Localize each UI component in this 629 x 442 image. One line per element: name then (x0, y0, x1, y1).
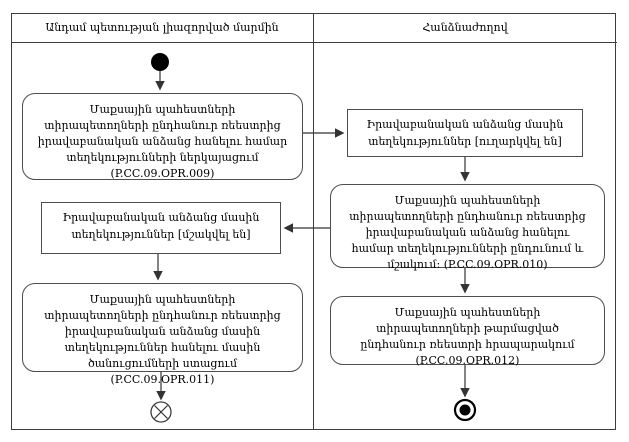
lane-divider (313, 13, 314, 430)
action-node-opr009: Մաքսային պահեստների տիրապետողների ընդհանուր ռեեստրից իրավաբանական անձանց հանելու համար տեղեկությունների ներկայացում (P.CC.09.OPR.009) (22, 93, 303, 180)
object-node-info-processed: Իրավաբանական անձանց մասին տեղեկություններ [մշակվել են] (41, 202, 281, 254)
lane-header-member-state (11, 13, 313, 43)
action-node-opr010: Մաքսային պահեստների տիրապետողների ընդհանուր ռեեստրից իրավաբանական անձանց հանելու համար տեղեկությունների ընդունում և մշակում։ (P.CC.09.OPR.010) (330, 184, 605, 268)
action-node-opr012: Մաքսային պահեստների տիրապետողների թարմացված ընդհանուր ռեեստրի հրապարակում (P.CC.09.OPR.012) (330, 296, 605, 365)
action-node-opr011: Մաքսային պահեստների տիրապետողների ընդհանուր ռեեստրից իրավաբանական անձանց մասին տեղեկություններ հանելու մասին ծանուցումների ստացում (P.CC.09.OPR.011) (22, 283, 303, 372)
lane-title-right: Հանձնաժողով (422, 21, 508, 34)
lane-title-left: Անդամ պետության լիազորված մարմին (45, 21, 279, 34)
object-node-info-sent: Իրավաբանական անձանց մասին տեղեկություններ [ուղարկվել են] (347, 109, 583, 157)
lane-header-commission (313, 13, 617, 43)
